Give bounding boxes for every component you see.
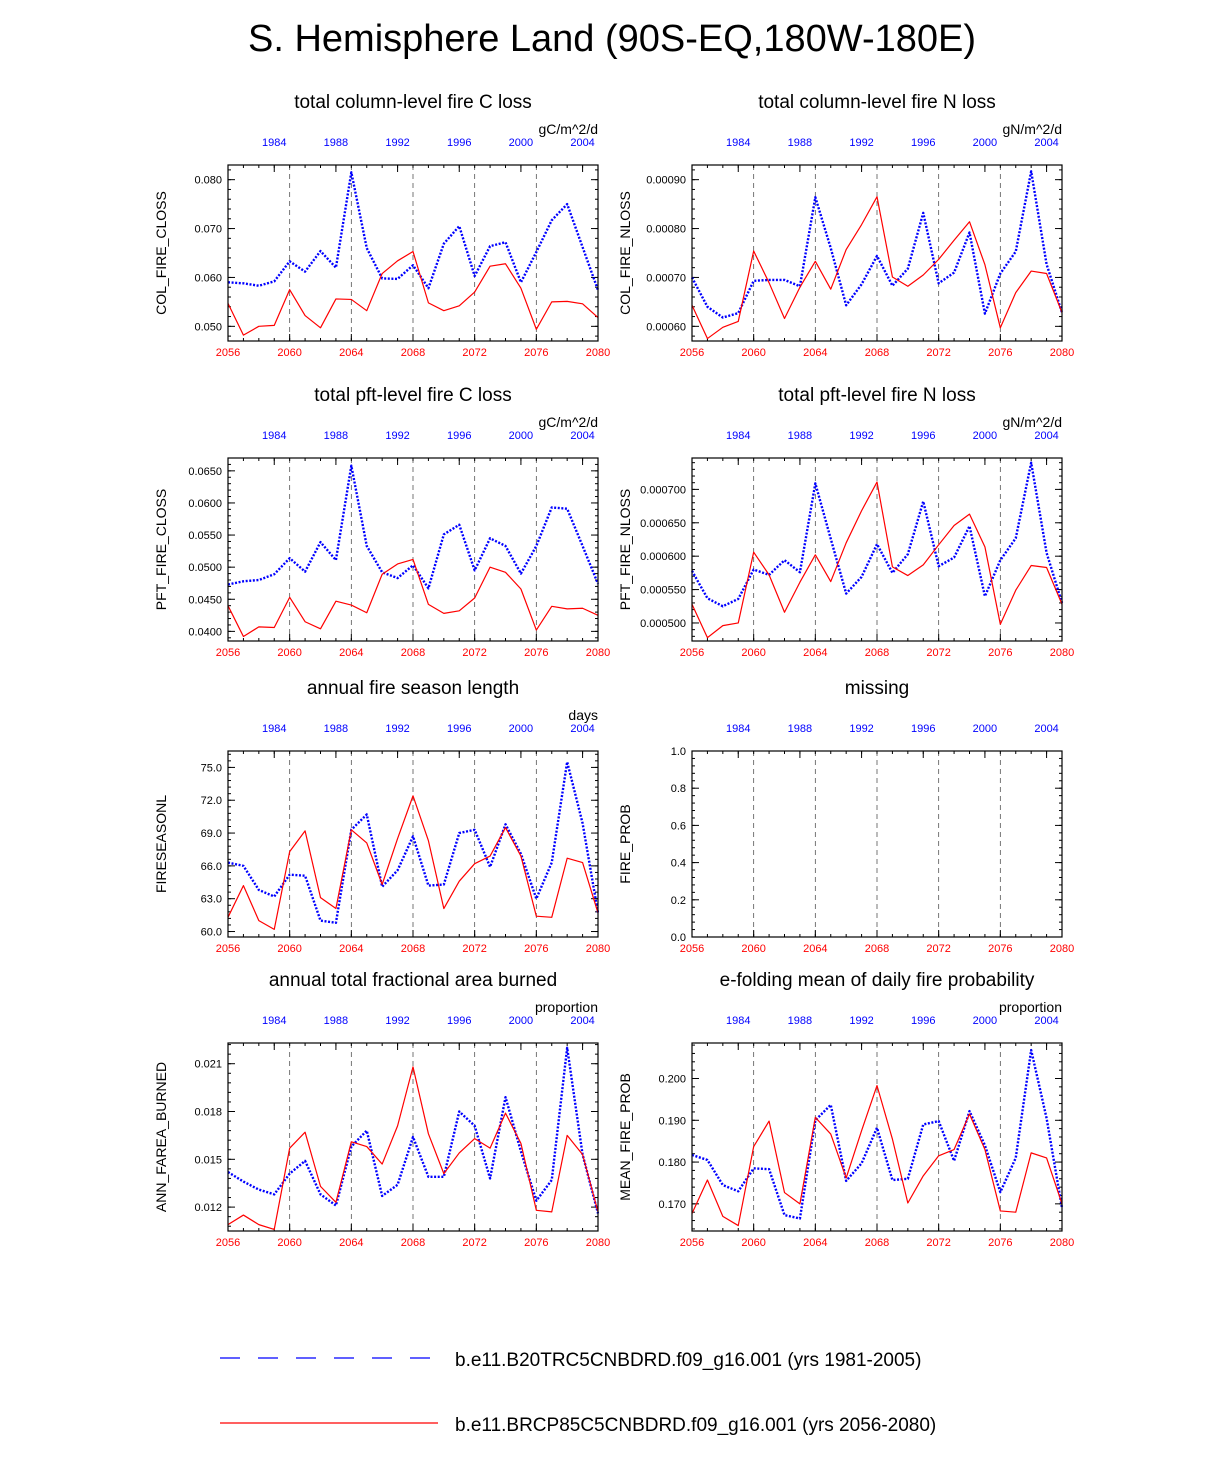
x-tick-label-bottom: 2068 bbox=[400, 943, 426, 955]
units-label: days bbox=[568, 707, 598, 723]
x-tick-label-bottom: 2076 bbox=[988, 943, 1013, 955]
x-tick-label-bottom: 2076 bbox=[524, 1237, 549, 1249]
x-tick-label-bottom: 2072 bbox=[926, 647, 951, 659]
y-tick-label: 72.0 bbox=[200, 795, 222, 808]
x-tick-label-bottom: 2076 bbox=[524, 943, 549, 955]
y-tick-label: 63.0 bbox=[200, 893, 222, 906]
y-axis-label: PFT_FIRE_CLOSS bbox=[153, 488, 169, 611]
y-axis-label: MEAN_FIRE_PROB bbox=[617, 1073, 633, 1201]
x-tick-label-top: 1996 bbox=[911, 723, 936, 735]
y-tick-label: 0.021 bbox=[194, 1058, 222, 1071]
y-tick-label: 0.060 bbox=[194, 272, 222, 285]
y-tick-label: 0.4 bbox=[670, 857, 686, 870]
x-tick-label-top: 1984 bbox=[262, 1015, 287, 1027]
x-tick-label-bottom: 2056 bbox=[679, 1237, 705, 1249]
x-tick-label-bottom: 2064 bbox=[339, 347, 364, 359]
x-tick-label-top: 1992 bbox=[385, 137, 410, 149]
panel-title: annual total fractional area burned bbox=[268, 970, 558, 991]
panel-title: total column-level fire N loss bbox=[758, 92, 996, 113]
x-tick-label-top: 2004 bbox=[570, 430, 595, 442]
y-tick-label: 0.000700 bbox=[640, 484, 686, 497]
x-tick-label-top: 1988 bbox=[787, 430, 813, 442]
x-tick-label-top: 1992 bbox=[849, 723, 874, 735]
x-tick-label-top: 2000 bbox=[972, 137, 998, 149]
x-tick-label-bottom: 2072 bbox=[462, 943, 487, 955]
x-tick-label-top: 1996 bbox=[911, 137, 936, 149]
x-tick-label-bottom: 2080 bbox=[585, 1237, 611, 1249]
y-tick-label: 0.6 bbox=[670, 820, 686, 833]
x-tick-label-top: 1996 bbox=[911, 430, 936, 442]
x-tick-label-top: 1984 bbox=[726, 723, 751, 735]
x-tick-label-bottom: 2068 bbox=[864, 347, 890, 359]
x-tick-label-top: 1988 bbox=[787, 723, 813, 735]
x-tick-label-top: 2000 bbox=[508, 723, 534, 735]
units-label: gN/m^2/d bbox=[1002, 414, 1062, 430]
y-tick-label: 0.00080 bbox=[646, 223, 686, 236]
x-tick-label-top: 1988 bbox=[787, 137, 813, 149]
x-tick-label-bottom: 2056 bbox=[215, 943, 241, 955]
y-tick-label: 66.0 bbox=[200, 860, 222, 873]
x-tick-label-bottom: 2072 bbox=[926, 1237, 951, 1249]
x-tick-label-bottom: 2068 bbox=[400, 647, 426, 659]
y-tick-label: 0.012 bbox=[194, 1202, 222, 1215]
x-tick-label-top: 2004 bbox=[1034, 723, 1059, 735]
y-tick-label: 0.080 bbox=[194, 174, 222, 187]
x-tick-label-bottom: 2064 bbox=[803, 347, 828, 359]
x-tick-label-top: 1992 bbox=[385, 1015, 410, 1027]
y-axis-label: FIRE_PROB bbox=[617, 804, 633, 884]
y-axis-label: PFT_FIRE_NLOSS bbox=[617, 488, 633, 611]
y-tick-label: 0.190 bbox=[658, 1115, 686, 1128]
x-tick-label-bottom: 2080 bbox=[1049, 943, 1075, 955]
y-tick-label: 0.8 bbox=[670, 783, 686, 796]
x-tick-label-bottom: 2064 bbox=[339, 943, 364, 955]
y-tick-label: 0.070 bbox=[194, 223, 222, 236]
y-axis-label: COL_FIRE_CLOSS bbox=[153, 191, 169, 315]
x-tick-label-top: 2000 bbox=[508, 430, 534, 442]
y-tick-label: 0.00090 bbox=[646, 174, 686, 187]
panel-2 bbox=[617, 92, 1074, 359]
y-tick-label: 0.0400 bbox=[188, 626, 222, 639]
units-label: gC/m^2/d bbox=[538, 414, 598, 430]
y-tick-label: 0.00060 bbox=[646, 321, 686, 334]
x-tick-label-top: 1984 bbox=[726, 430, 751, 442]
x-tick-label-bottom: 2080 bbox=[1049, 347, 1075, 359]
panel-8 bbox=[617, 970, 1074, 1249]
x-tick-label-bottom: 2060 bbox=[741, 347, 766, 359]
panel-3 bbox=[153, 385, 610, 659]
y-tick-label: 0.000650 bbox=[640, 517, 686, 530]
units-label: proportion bbox=[998, 999, 1062, 1015]
x-tick-label-top: 2004 bbox=[1034, 430, 1059, 442]
x-tick-label-top: 2004 bbox=[1034, 137, 1059, 149]
x-tick-label-bottom: 2080 bbox=[1049, 647, 1075, 659]
x-tick-label-bottom: 2072 bbox=[462, 347, 487, 359]
x-tick-label-bottom: 2064 bbox=[339, 647, 364, 659]
x-tick-label-bottom: 2064 bbox=[803, 647, 828, 659]
x-tick-label-top: 1996 bbox=[911, 1015, 936, 1027]
x-tick-label-top: 1984 bbox=[262, 723, 287, 735]
x-tick-label-bottom: 2064 bbox=[339, 1237, 364, 1249]
x-tick-label-bottom: 2056 bbox=[679, 347, 705, 359]
x-tick-label-top: 2004 bbox=[570, 723, 595, 735]
x-tick-label-top: 2004 bbox=[570, 1015, 595, 1027]
x-tick-label-bottom: 2060 bbox=[277, 943, 302, 955]
y-axis-label: FIRESEASONL bbox=[153, 794, 169, 894]
y-tick-label: 0.200 bbox=[658, 1073, 686, 1086]
x-tick-label-bottom: 2076 bbox=[988, 1237, 1013, 1249]
y-tick-label: 0.0600 bbox=[188, 497, 222, 510]
x-tick-label-bottom: 2072 bbox=[462, 647, 487, 659]
units-label: gN/m^2/d bbox=[1002, 121, 1062, 137]
y-tick-label: 0.000500 bbox=[640, 617, 686, 630]
x-tick-label-bottom: 2076 bbox=[988, 647, 1013, 659]
panel-title: annual fire season length bbox=[306, 678, 520, 699]
x-tick-label-bottom: 2076 bbox=[988, 347, 1013, 359]
x-tick-label-bottom: 2056 bbox=[679, 647, 705, 659]
x-tick-label-top: 1984 bbox=[262, 430, 287, 442]
panel-title: missing bbox=[844, 678, 910, 699]
x-tick-label-bottom: 2072 bbox=[926, 943, 951, 955]
x-tick-label-bottom: 2060 bbox=[741, 647, 766, 659]
x-tick-label-top: 1984 bbox=[726, 1015, 751, 1027]
panel-7 bbox=[153, 970, 610, 1249]
x-tick-label-top: 1992 bbox=[849, 137, 874, 149]
x-tick-label-top: 1988 bbox=[323, 137, 349, 149]
y-tick-label: 0.0550 bbox=[188, 530, 222, 543]
x-tick-label-top: 1992 bbox=[849, 1015, 874, 1027]
x-tick-label-top: 1984 bbox=[262, 137, 287, 149]
x-tick-label-top: 1992 bbox=[385, 430, 410, 442]
x-tick-label-bottom: 2080 bbox=[585, 943, 611, 955]
legend bbox=[220, 1350, 936, 1436]
x-tick-label-bottom: 2068 bbox=[400, 347, 426, 359]
x-tick-label-top: 1996 bbox=[447, 1015, 472, 1027]
x-tick-label-top: 2000 bbox=[972, 723, 998, 735]
panel-1 bbox=[153, 92, 610, 359]
x-tick-label-bottom: 2068 bbox=[864, 943, 890, 955]
y-tick-label: 0.050 bbox=[194, 321, 222, 334]
x-tick-label-top: 1996 bbox=[447, 723, 472, 735]
x-tick-label-bottom: 2068 bbox=[864, 647, 890, 659]
panel-title: total column-level fire C loss bbox=[294, 92, 532, 113]
x-tick-label-top: 1988 bbox=[323, 1015, 349, 1027]
y-tick-label: 1.0 bbox=[670, 746, 686, 758]
y-tick-label: 0.0500 bbox=[188, 562, 222, 575]
x-tick-label-bottom: 2056 bbox=[215, 347, 241, 359]
x-tick-label-bottom: 2056 bbox=[679, 943, 705, 955]
y-tick-label: 0.2 bbox=[670, 894, 686, 907]
x-tick-label-top: 1988 bbox=[323, 430, 349, 442]
page-title: S. Hemisphere Land (90S-EQ,180W-180E) bbox=[248, 18, 976, 60]
panel-title: total pft-level fire N loss bbox=[778, 385, 976, 406]
x-tick-label-bottom: 2080 bbox=[1049, 1237, 1075, 1249]
units-label: proportion bbox=[534, 999, 598, 1015]
x-tick-label-top: 2004 bbox=[1034, 1015, 1059, 1027]
y-tick-label: 0.0 bbox=[670, 932, 686, 944]
x-tick-label-top: 2000 bbox=[972, 1015, 998, 1027]
x-tick-label-bottom: 2060 bbox=[277, 347, 302, 359]
x-tick-label-top: 2000 bbox=[972, 430, 998, 442]
x-tick-label-bottom: 2068 bbox=[864, 1237, 890, 1249]
y-tick-label: 69.0 bbox=[200, 828, 222, 841]
x-tick-label-bottom: 2080 bbox=[585, 347, 611, 359]
x-tick-label-top: 1984 bbox=[726, 137, 751, 149]
panel-title: total pft-level fire C loss bbox=[314, 385, 512, 406]
x-tick-label-bottom: 2060 bbox=[277, 1237, 302, 1249]
x-tick-label-bottom: 2056 bbox=[215, 1237, 241, 1249]
y-tick-label: 0.170 bbox=[658, 1198, 686, 1211]
units-label: gC/m^2/d bbox=[538, 121, 598, 137]
x-tick-label-bottom: 2064 bbox=[803, 1237, 828, 1249]
y-tick-label: 60.0 bbox=[200, 926, 222, 939]
y-tick-label: 0.00070 bbox=[646, 272, 686, 285]
y-tick-label: 75.0 bbox=[200, 762, 222, 775]
y-tick-label: 0.000600 bbox=[640, 551, 686, 564]
x-tick-label-top: 1996 bbox=[447, 430, 472, 442]
x-tick-label-bottom: 2072 bbox=[926, 347, 951, 359]
x-tick-label-bottom: 2064 bbox=[803, 943, 828, 955]
x-tick-label-bottom: 2080 bbox=[585, 647, 611, 659]
x-tick-label-top: 1992 bbox=[849, 430, 874, 442]
panel-5 bbox=[153, 678, 610, 955]
x-tick-label-top: 2000 bbox=[508, 1015, 534, 1027]
panel-6 bbox=[617, 678, 1074, 955]
x-tick-label-bottom: 2060 bbox=[741, 1237, 766, 1249]
y-tick-label: 0.015 bbox=[194, 1154, 222, 1167]
x-tick-label-bottom: 2060 bbox=[741, 943, 766, 955]
panel-4 bbox=[617, 385, 1074, 659]
x-tick-label-top: 2004 bbox=[570, 137, 595, 149]
legend-label-2056-2080: b.e11.BRCP85C5CNBDRD.f09_g16.001 (yrs 2056-2080) bbox=[455, 1415, 937, 1436]
y-tick-label: 0.018 bbox=[194, 1106, 222, 1119]
y-tick-label: 0.0650 bbox=[188, 465, 222, 478]
y-tick-label: 0.0450 bbox=[188, 594, 222, 607]
x-tick-label-top: 1988 bbox=[323, 723, 349, 735]
x-tick-label-bottom: 2076 bbox=[524, 647, 549, 659]
legend-label-1981-2005: b.e11.B20TRC5CNBDRD.f09_g16.001 (yrs 1981-2005) bbox=[455, 1350, 922, 1371]
panel-title: e-folding mean of daily fire probability bbox=[719, 970, 1035, 991]
y-axis-label: COL_FIRE_NLOSS bbox=[617, 191, 633, 315]
y-axis-label: ANN_FAREA_BURNED bbox=[153, 1061, 169, 1213]
x-tick-label-bottom: 2060 bbox=[277, 647, 302, 659]
x-tick-label-bottom: 2068 bbox=[400, 1237, 426, 1249]
x-tick-label-top: 1988 bbox=[787, 1015, 813, 1027]
x-tick-label-top: 1992 bbox=[385, 723, 410, 735]
y-tick-label: 0.180 bbox=[658, 1157, 686, 1170]
x-tick-label-bottom: 2056 bbox=[215, 647, 241, 659]
x-tick-label-top: 2000 bbox=[508, 137, 534, 149]
y-tick-label: 0.000550 bbox=[640, 584, 686, 597]
x-tick-label-bottom: 2076 bbox=[524, 347, 549, 359]
x-tick-label-top: 1996 bbox=[447, 137, 472, 149]
x-tick-label-bottom: 2072 bbox=[462, 1237, 487, 1249]
